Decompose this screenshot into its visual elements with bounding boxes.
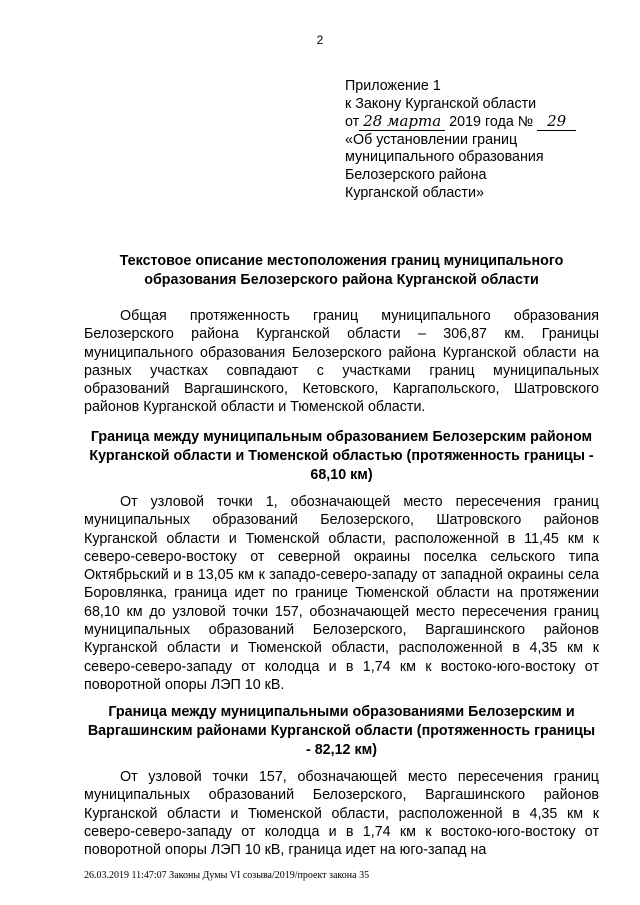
main-title: Текстовое описание местоположения границ муниципального образования Белозерского района Курганской области: [119, 253, 564, 288]
date-prefix: от: [345, 114, 360, 131]
intro-paragraph: Общая протяженность границ муниципального образования Белозерского района Курганской области – 306,87 км. Границы муниципального образования Белозерского района Курганской области на разных участках совпадают с участками границ муниципальных образований Варгашинского, Кетовского, Каргапольского, Шатровского районов Курганской области и Тюменской области.: [84, 308, 599, 416]
appendix-line-subject-2: муниципального образования: [345, 149, 544, 166]
appendix-line-subject-4: Курганской области»: [345, 184, 484, 201]
date-suffix: 2019 года №: [445, 114, 538, 131]
appendix-line-law: к Закону Курганской области: [345, 95, 537, 112]
handwritten-date: 28 марта: [359, 112, 445, 131]
handwritten-number: 29: [537, 112, 576, 131]
appendix-line-subject-1: «Об установлении границ: [345, 131, 518, 148]
appendix-block: [345, 78, 576, 202]
section-2-paragraph: От узловой точки 157, обозначающей место пересечения границ муниципальных образований Белозерского, Варгашинского районов Курганской области и Тюменской области, расположенной в 4,35 км к северо-северо-западу от колодца и в 1,74 км к востоко-юго-востоку от поворотной опоры ЛЭП 10 кВ, граница идет на юго-запад на: [84, 769, 599, 859]
section-1-paragraph: От узловой точки 1, обозначающей место пересечения границ муниципальных образований Белозерского, Шатровского районов Курганской области и Тюменской области, расположенной в 11,45 км к северо-северо-востоку от северной окраины поселка сельского типа Октябрьский и в 13,05 км к западо-северо-западу от западной окраины села Боровлянка, граница идет по границе Тюменской области на протяжении 68,10 км до узловой точки 157, обозначающей место пересечения границ муниципальных образований Белозерского, Варгашинского районов Курганской области и Тюменской области, расположенной в 4,35 км к северо-северо-западу от колодца и в 1,74 км к востоко-юго-востоку от поворотной опоры ЛЭП 10 кВ.: [84, 494, 599, 693]
document-footer: 26.03.2019 11:47:07 Законы Думы VI созыва/2019/проект закона 35: [84, 870, 370, 881]
section-2-heading: Граница между муниципальными образованиями Белозерским и Варгашинским районами Курганской области (протяженность границы - 82,12 км): [87, 704, 596, 758]
page-number: 2: [316, 33, 324, 47]
section-1-heading: Граница между муниципальным образованием Белозерским районом Курганской области и Тюменской областью (протяженность границы - 68,10 км): [89, 429, 594, 483]
appendix-line-title: Приложение 1: [345, 78, 441, 94]
appendix-line-date: [345, 113, 576, 132]
appendix-line-subject-3: Белозерского района: [345, 166, 487, 183]
